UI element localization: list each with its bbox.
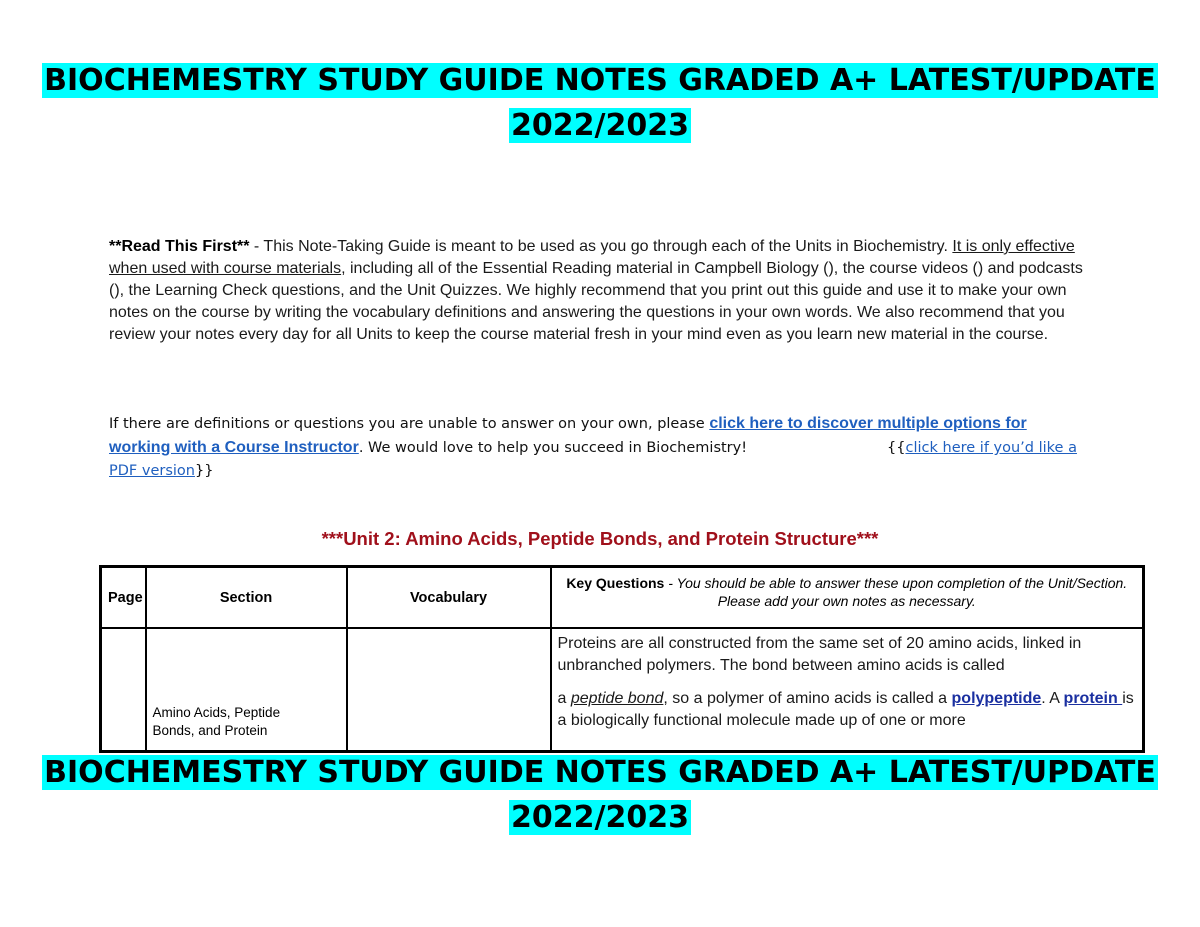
answer-text: a [557, 690, 571, 707]
intro-paragraph [109, 236, 1089, 346]
key-questions-label: Key Questions [566, 575, 665, 591]
study-guide-table [99, 565, 1145, 753]
read-this-first-label: **Read This First** [109, 238, 250, 255]
help-text-a: If there are definitions or questions you are unable to answer on your own, please [109, 416, 710, 432]
header-vocabulary: Vocabulary [347, 567, 551, 629]
header-section: Section [146, 567, 347, 629]
pdf-version-link[interactable]: click here if you’d like a PDF version [109, 440, 1077, 479]
table-row [101, 628, 1144, 752]
brace-close: }} [194, 463, 214, 479]
header-page: Page [101, 567, 146, 629]
document-footer-title [0, 750, 1200, 840]
footer-title-line-2: 2022/2023 [511, 800, 689, 835]
help-text-b: . We would love to help you succeed in Biochemistry! [358, 440, 748, 456]
key-questions-cell [551, 628, 1144, 752]
document-title [0, 58, 1200, 148]
answer-paragraph-1: Proteins are all constructed from the same set of 20 amino acids, linked in unbranched polymers. The bond between amino acids is called [557, 635, 1082, 674]
term-peptide-bond: peptide bond [570, 690, 664, 707]
answer-paragraph-2 [558, 688, 1137, 732]
answer-text: is a biologically functional molecule made up of one or more [557, 690, 1134, 729]
answer-text: . A [1041, 690, 1064, 707]
page-cell [101, 628, 146, 752]
unit-title: ***Unit 2: Amino Acids, Peptide Bonds, and Protein Structure*** [321, 528, 879, 549]
vocabulary-cell [347, 628, 551, 752]
intro-text-a: - This Note-Taking Guide is meant to be used as you go through each of the Units in Biochemistry. [249, 238, 953, 255]
term-polypeptide-link[interactable]: polypeptide [951, 690, 1042, 707]
section-cell [146, 628, 347, 752]
title-line-2: 2022/2023 [511, 108, 689, 143]
brace-open: {{ [887, 440, 906, 456]
header-key-questions [551, 567, 1144, 629]
title-line-1: BIOCHEMESTRY STUDY GUIDE NOTES GRADED A+ LATEST/UPDATE [44, 63, 1156, 98]
table-header-row [101, 567, 1144, 629]
intro-underlined-text: It is only effective when used with course materials [109, 238, 1075, 277]
intro-text-b: , including all of the Essential Reading material in Campbell Biology (), the course videos () and podcasts (), the Learning Check questions, and the Unit Quizzes. We highly recommend that you print out this guide and use it to make your own notes on the course by writing the vocabulary definitions and answering the questions in your own words. We also recommend that you review your notes every day for all Units to keep the course material fresh in your mind even as you learn new material in the course. [109, 260, 1083, 343]
footer-title-line-1: BIOCHEMESTRY STUDY GUIDE NOTES GRADED A+ LATEST/UPDATE [44, 755, 1156, 790]
term-protein-link[interactable]: protein [1063, 690, 1123, 707]
section-text: Amino Acids, Peptide Bonds, and Protein [152, 705, 281, 738]
key-questions-note: - You should be able to answer these upon completion of the Unit/Section. Please add your own notes as necessary. [664, 575, 1128, 609]
answer-text: , so a polymer of amino acids is called a [663, 690, 952, 707]
course-instructor-link[interactable]: click here to discover multiple options for working with a Course Instructor [109, 415, 1027, 456]
help-paragraph [109, 412, 1089, 483]
